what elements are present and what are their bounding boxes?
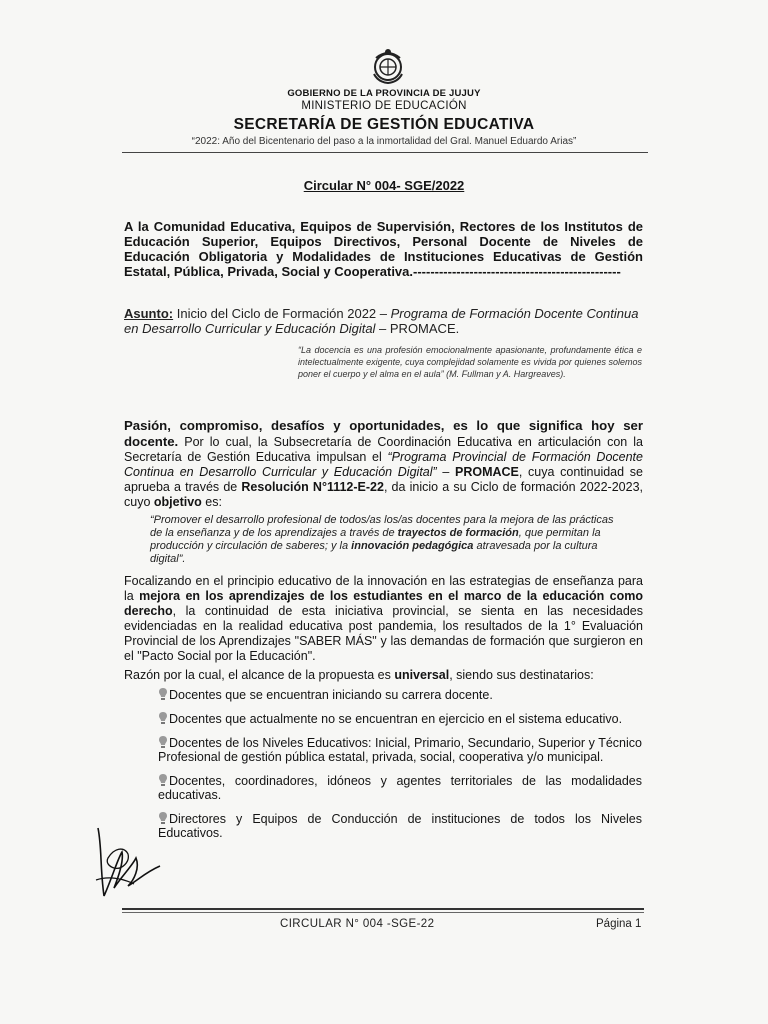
focus-text-2: , la continuidad de esta iniciativa provincial, se sienta en las necesidades evidenciadas en la realidad educativa post pandemia, los resultados de la 1° Evaluación Provincial de los Aprendizajes "SABER MÁS" y las demandas de formación que surgieron en el "Pacto Social por la Educación". xyxy=(124,604,643,663)
focus-bold: mejora en los aprendizajes de los estudiantes en el marco de la educación como derecho xyxy=(124,589,643,618)
intro-text-3: , da inicio a su Ciclo de formación 2022-2023, cuyo xyxy=(124,480,643,509)
recipient-text: Directores y Equipos de Conducción de instituciones de todos los Niveles Educativos. xyxy=(158,812,642,840)
objective-text-2: , que permitan la producción y circulación de saberes; y la xyxy=(150,527,601,552)
subject-label: Asunto: xyxy=(124,306,174,321)
addressee-paragraph: A la Comunidad Educativa, Equipos de Supervisión, Rectores de los Institutos de Educación Superior, Equipos Directivos, Personal Docente de Niveles de Educación Obligatoria y Modalidades de Instituciones Educativas de Gestión Estatal, Pública, Privada, Social y Cooperativa.------------------------------------------------ xyxy=(124,219,643,279)
circular-title: Circular N° 004- SGE/2022 xyxy=(303,178,465,193)
paragraph-intro xyxy=(124,418,643,510)
recipient-text: Docentes que actualmente no se encuentran en ejercicio en el sistema educativo. xyxy=(169,712,623,726)
scope-text-2: , siendo sus destinatarios: xyxy=(449,668,594,682)
paragraph-focus xyxy=(124,574,643,664)
subject-text-end: – PROMACE. xyxy=(375,321,460,336)
ministry-name: MINISTERIO DE EDUCACIÓN xyxy=(301,100,467,112)
provincial-seal-icon xyxy=(368,46,408,86)
objective-innovacion: innovación pedagógica xyxy=(351,540,474,552)
objective-text-1: “Promover el desarrollo profesional de todos/as los/as docentes para la mejora de las prácticas de la enseñanza y de los aprendizajes a través de xyxy=(150,514,614,539)
list-item xyxy=(158,773,642,802)
objective-word: objetivo xyxy=(153,495,202,509)
header-divider xyxy=(122,152,648,153)
intro-dash: – xyxy=(436,465,455,479)
lightbulb-icon xyxy=(158,687,168,701)
scope-bold: universal xyxy=(394,668,450,682)
objective-text-3: atravesada por la cultura digital”. xyxy=(150,540,598,565)
government-name: GOBIERNO DE LA PROVINCIA DE JUJUY xyxy=(287,88,481,99)
list-item xyxy=(158,811,642,840)
recipient-text: Docentes, coordinadores, idóneos y agentes territoriales de las modalidades educativas. xyxy=(158,774,642,802)
resolution-number: Resolución N°1112-E-22 xyxy=(241,480,384,494)
objective-trayectos: trayectos de formación xyxy=(397,527,519,539)
intro-text-4: es: xyxy=(201,495,222,509)
lightbulb-icon xyxy=(158,773,168,787)
paragraph-scope xyxy=(124,668,643,683)
epigraph-quote: “La docencia es una profesión emocionalmente apasionante, profundamente ética e intelectualmente exigente, cuya complejidad solamente es vivida por quienes solemos poner el cuerpo y el alma en el aula” (M. Fullman y A. Hargreaves). xyxy=(298,345,642,379)
page-number: Página 1 xyxy=(596,918,642,930)
intro-lead: Pasión, compromiso, desafíos y oportunidades, es lo que significa hoy ser docente. xyxy=(124,418,643,449)
subject-text: Inicio del Ciclo de Formación 2022 – xyxy=(173,306,391,321)
promace-acronym: PROMACE xyxy=(455,465,519,479)
program-name: “Programa Provincial de Formación Docente Continua en Desarrollo Curricular y Educación Digital” xyxy=(124,450,643,479)
objective-quote xyxy=(150,514,626,566)
focus-text-1: Focalizando en el principio educativo de la innovación en las estrategias de enseñanza para la xyxy=(124,574,643,603)
intro-text-2: , cuya continuidad se aprueba a través de xyxy=(124,465,643,494)
footer-divider-thin xyxy=(122,912,644,913)
lightbulb-icon xyxy=(158,735,168,749)
footer-divider xyxy=(122,908,644,910)
lightbulb-icon xyxy=(158,711,168,725)
list-item xyxy=(158,735,642,764)
list-item xyxy=(158,687,642,702)
subject-program: Programa de Formación Docente Continua en Desarrollo Curricular y Educación Digital xyxy=(124,306,639,336)
secretariat-name: SECRETARÍA DE GESTIÓN EDUCATIVA xyxy=(233,116,535,133)
footer-circular-ref: CIRCULAR N° 004 -SGE-22 xyxy=(280,918,435,930)
list-item xyxy=(158,711,642,726)
recipient-text: Docentes de los Niveles Educativos: Inicial, Primario, Secundario, Superior y Técnico Profesional de gestión pública estatal, privada, social, cooperativa y/o municipal. xyxy=(158,736,642,764)
intro-text: Por lo cual, la Subsecretaría de Coordinación Educativa en articulación con la Secretaría de Gestión Educativa impulsan el xyxy=(124,435,643,464)
year-motto: “2022: Año del Bicentenario del paso a la inmortalidad del Gral. Manuel Eduardo Arias” xyxy=(191,136,577,147)
scope-text-1: Razón por la cual, el alcance de la propuesta es xyxy=(124,668,395,682)
recipient-text: Docentes que se encuentran iniciando su carrera docente. xyxy=(169,688,493,702)
handwritten-signature xyxy=(88,818,168,908)
subject-paragraph xyxy=(124,306,643,336)
recipients-list xyxy=(158,687,642,840)
